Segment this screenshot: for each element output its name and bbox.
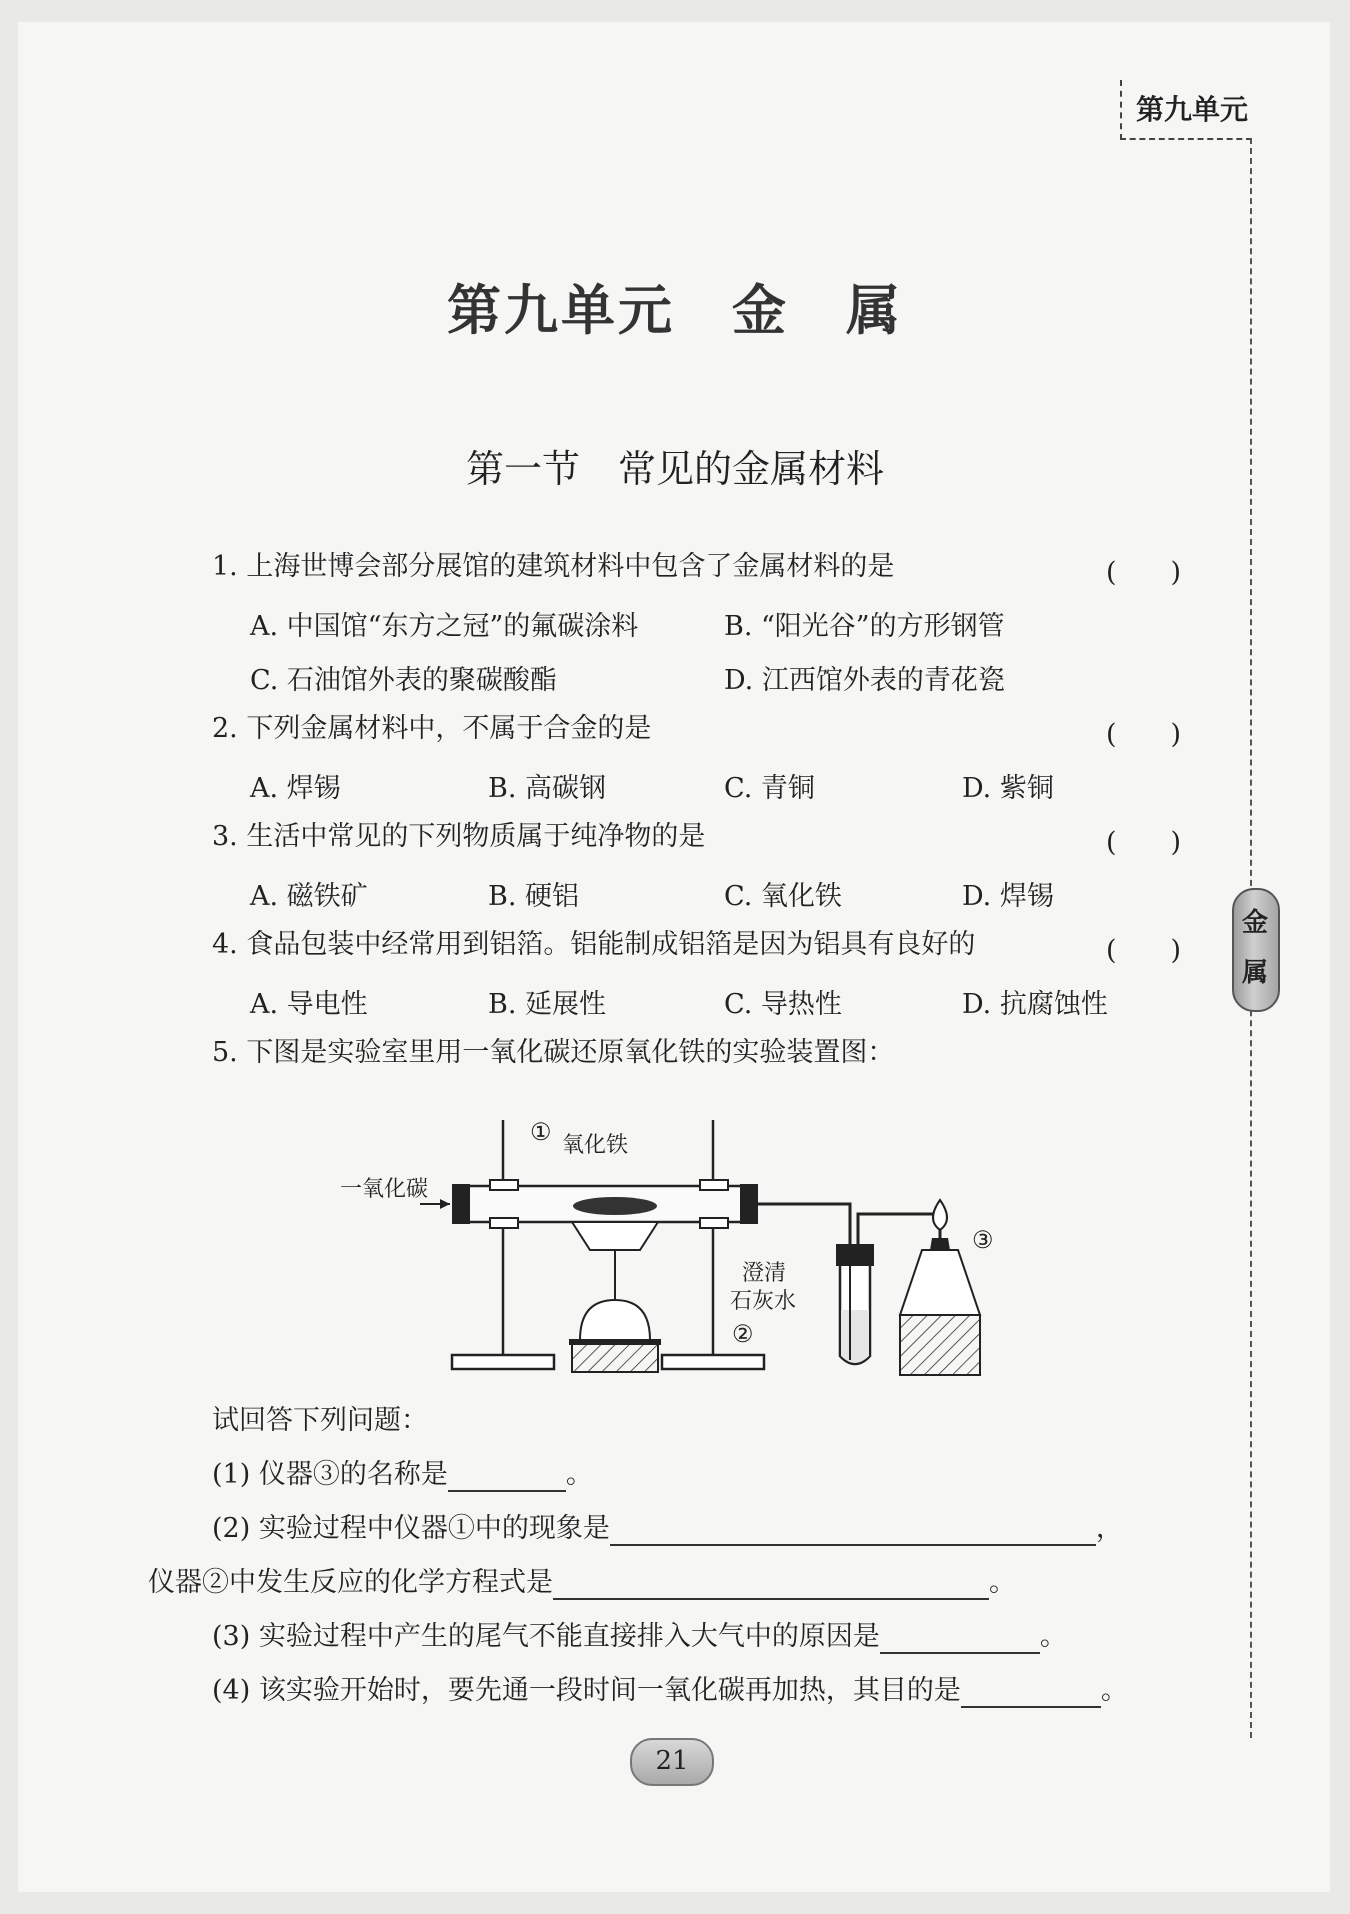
sub-question-4-blank[interactable]	[961, 1676, 1101, 1708]
page-number: 21	[655, 1746, 689, 1776]
label-limewater-line1: 澄清	[742, 1261, 787, 1286]
sub-question-1-end: 。	[565, 1459, 593, 1490]
chapter-side-tab	[1232, 888, 1280, 1012]
sub-question-3-end: 。	[1039, 1621, 1067, 1652]
unit-header-label: 第九单元	[1136, 93, 1249, 126]
sub-question-3	[212, 1620, 1067, 1654]
label-instrument-3: ③	[972, 1226, 994, 1254]
sub-question-4-end: 。	[1100, 1675, 1128, 1706]
question-1-option-b: B. “阳光谷”的方形钢管	[724, 611, 1005, 642]
unit-header-tab	[1120, 80, 1252, 140]
question-4-stem: 4. 食品包装中经常用到铝箔。铝能制成铝箔是因为铝具有良好的	[212, 929, 976, 960]
question-2-option-c: C. 青铜	[724, 773, 815, 804]
sub-question-2b-end: 。	[989, 1567, 1016, 1598]
delivery-tube	[758, 1204, 850, 1250]
question-1-option-d: D. 江西馆外表的青花瓷	[724, 665, 1005, 696]
label-iron-oxide: 氧化铁	[562, 1133, 629, 1158]
sub-question-2b-blank[interactable]	[553, 1568, 989, 1600]
sub-question-1-text: (1) 仪器③的名称是	[212, 1459, 448, 1490]
question-3-answer-paren[interactable]: ( )	[1106, 827, 1182, 858]
iron-stand-left	[452, 1120, 554, 1369]
label-instrument-1: ①	[530, 1118, 552, 1146]
question-1-stem: 1. 上海世博会部分展馆的建筑材料中包含了金属材料的是	[212, 551, 895, 582]
question-1-option-a: A. 中国馆“东方之冠”的氟碳涂料	[250, 611, 639, 642]
question-4-answer-paren[interactable]: ( )	[1106, 935, 1182, 966]
sub-question-4	[212, 1674, 1128, 1708]
question-1-option-c: C. 石油馆外表的聚碳酸酯	[250, 665, 557, 696]
question-2-stem: 2. 下列金属材料中，不属于合金的是	[212, 713, 652, 744]
section-title: 第一节 常见的金属材料	[465, 447, 884, 491]
question-1-answer-paren[interactable]: ( )	[1106, 557, 1182, 588]
alcohol-lamp	[900, 1200, 980, 1375]
question-3-option-b: B. 硬铝	[488, 881, 580, 912]
question-3-option-d: D. 焊锡	[962, 881, 1054, 912]
label-limewater-line2: 石灰水	[730, 1289, 797, 1314]
sub-question-2b-text: 仪器②中发生反应的化学方程式是	[148, 1567, 553, 1598]
page-number-badge	[630, 1738, 714, 1786]
sub-question-2-blank[interactable]	[610, 1514, 1096, 1546]
iron-oxide-powder	[573, 1197, 657, 1215]
question-4-option-a: A. 导电性	[250, 989, 368, 1020]
question-4-option-d: D. 抗腐蚀性	[962, 989, 1108, 1020]
test-tube	[836, 1244, 874, 1364]
question-4-option-c: C. 导热性	[724, 989, 842, 1020]
question-4-option-b: B. 延展性	[488, 989, 607, 1020]
question-2-option-d: D. 紫铜	[962, 773, 1054, 804]
question-2-option-a: A. 焊锡	[250, 773, 341, 804]
question-3-option-c: C. 氧化铁	[724, 881, 842, 912]
answers-intro: 试回答下列问题：	[212, 1405, 428, 1436]
sub-question-1-blank[interactable]	[448, 1460, 566, 1492]
question-5-stem: 5. 下图是实验室里用一氧化碳还原氧化铁的实验装置图：	[212, 1037, 895, 1068]
sub-question-2-text: (2) 实验过程中仪器①中的现象是	[212, 1513, 610, 1544]
sub-question-1	[212, 1458, 593, 1492]
apparatus-diagram	[340, 1110, 1040, 1380]
sub-question-2	[212, 1512, 1123, 1546]
side-tab-char-2: 属	[1242, 958, 1269, 988]
alcohol-blast-lamp	[570, 1222, 660, 1372]
question-3-option-a: A. 磁铁矿	[250, 881, 368, 912]
sub-question-2-end: ，	[1095, 1513, 1123, 1544]
arrow-head	[440, 1199, 450, 1209]
sub-question-2b	[148, 1566, 1016, 1600]
side-tab-char-1: 金	[1242, 908, 1269, 938]
question-3-stem: 3. 生活中常见的下列物质属于纯净物的是	[212, 821, 706, 852]
question-2-answer-paren[interactable]: ( )	[1106, 719, 1182, 750]
label-instrument-2: ②	[732, 1320, 754, 1348]
sub-question-4-text: (4) 该实验开始时，要先通一段时间一氧化碳再加热，其目的是	[212, 1675, 961, 1706]
sub-question-3-blank[interactable]	[880, 1622, 1040, 1654]
sub-question-3-text: (3) 实验过程中产生的尾气不能直接排入大气中的原因是	[212, 1621, 880, 1652]
unit-title: 第九单元 金 属	[447, 279, 903, 342]
label-carbon-monoxide: 一氧化碳	[340, 1177, 429, 1202]
question-2-option-b: B. 高碳钢	[488, 773, 607, 804]
